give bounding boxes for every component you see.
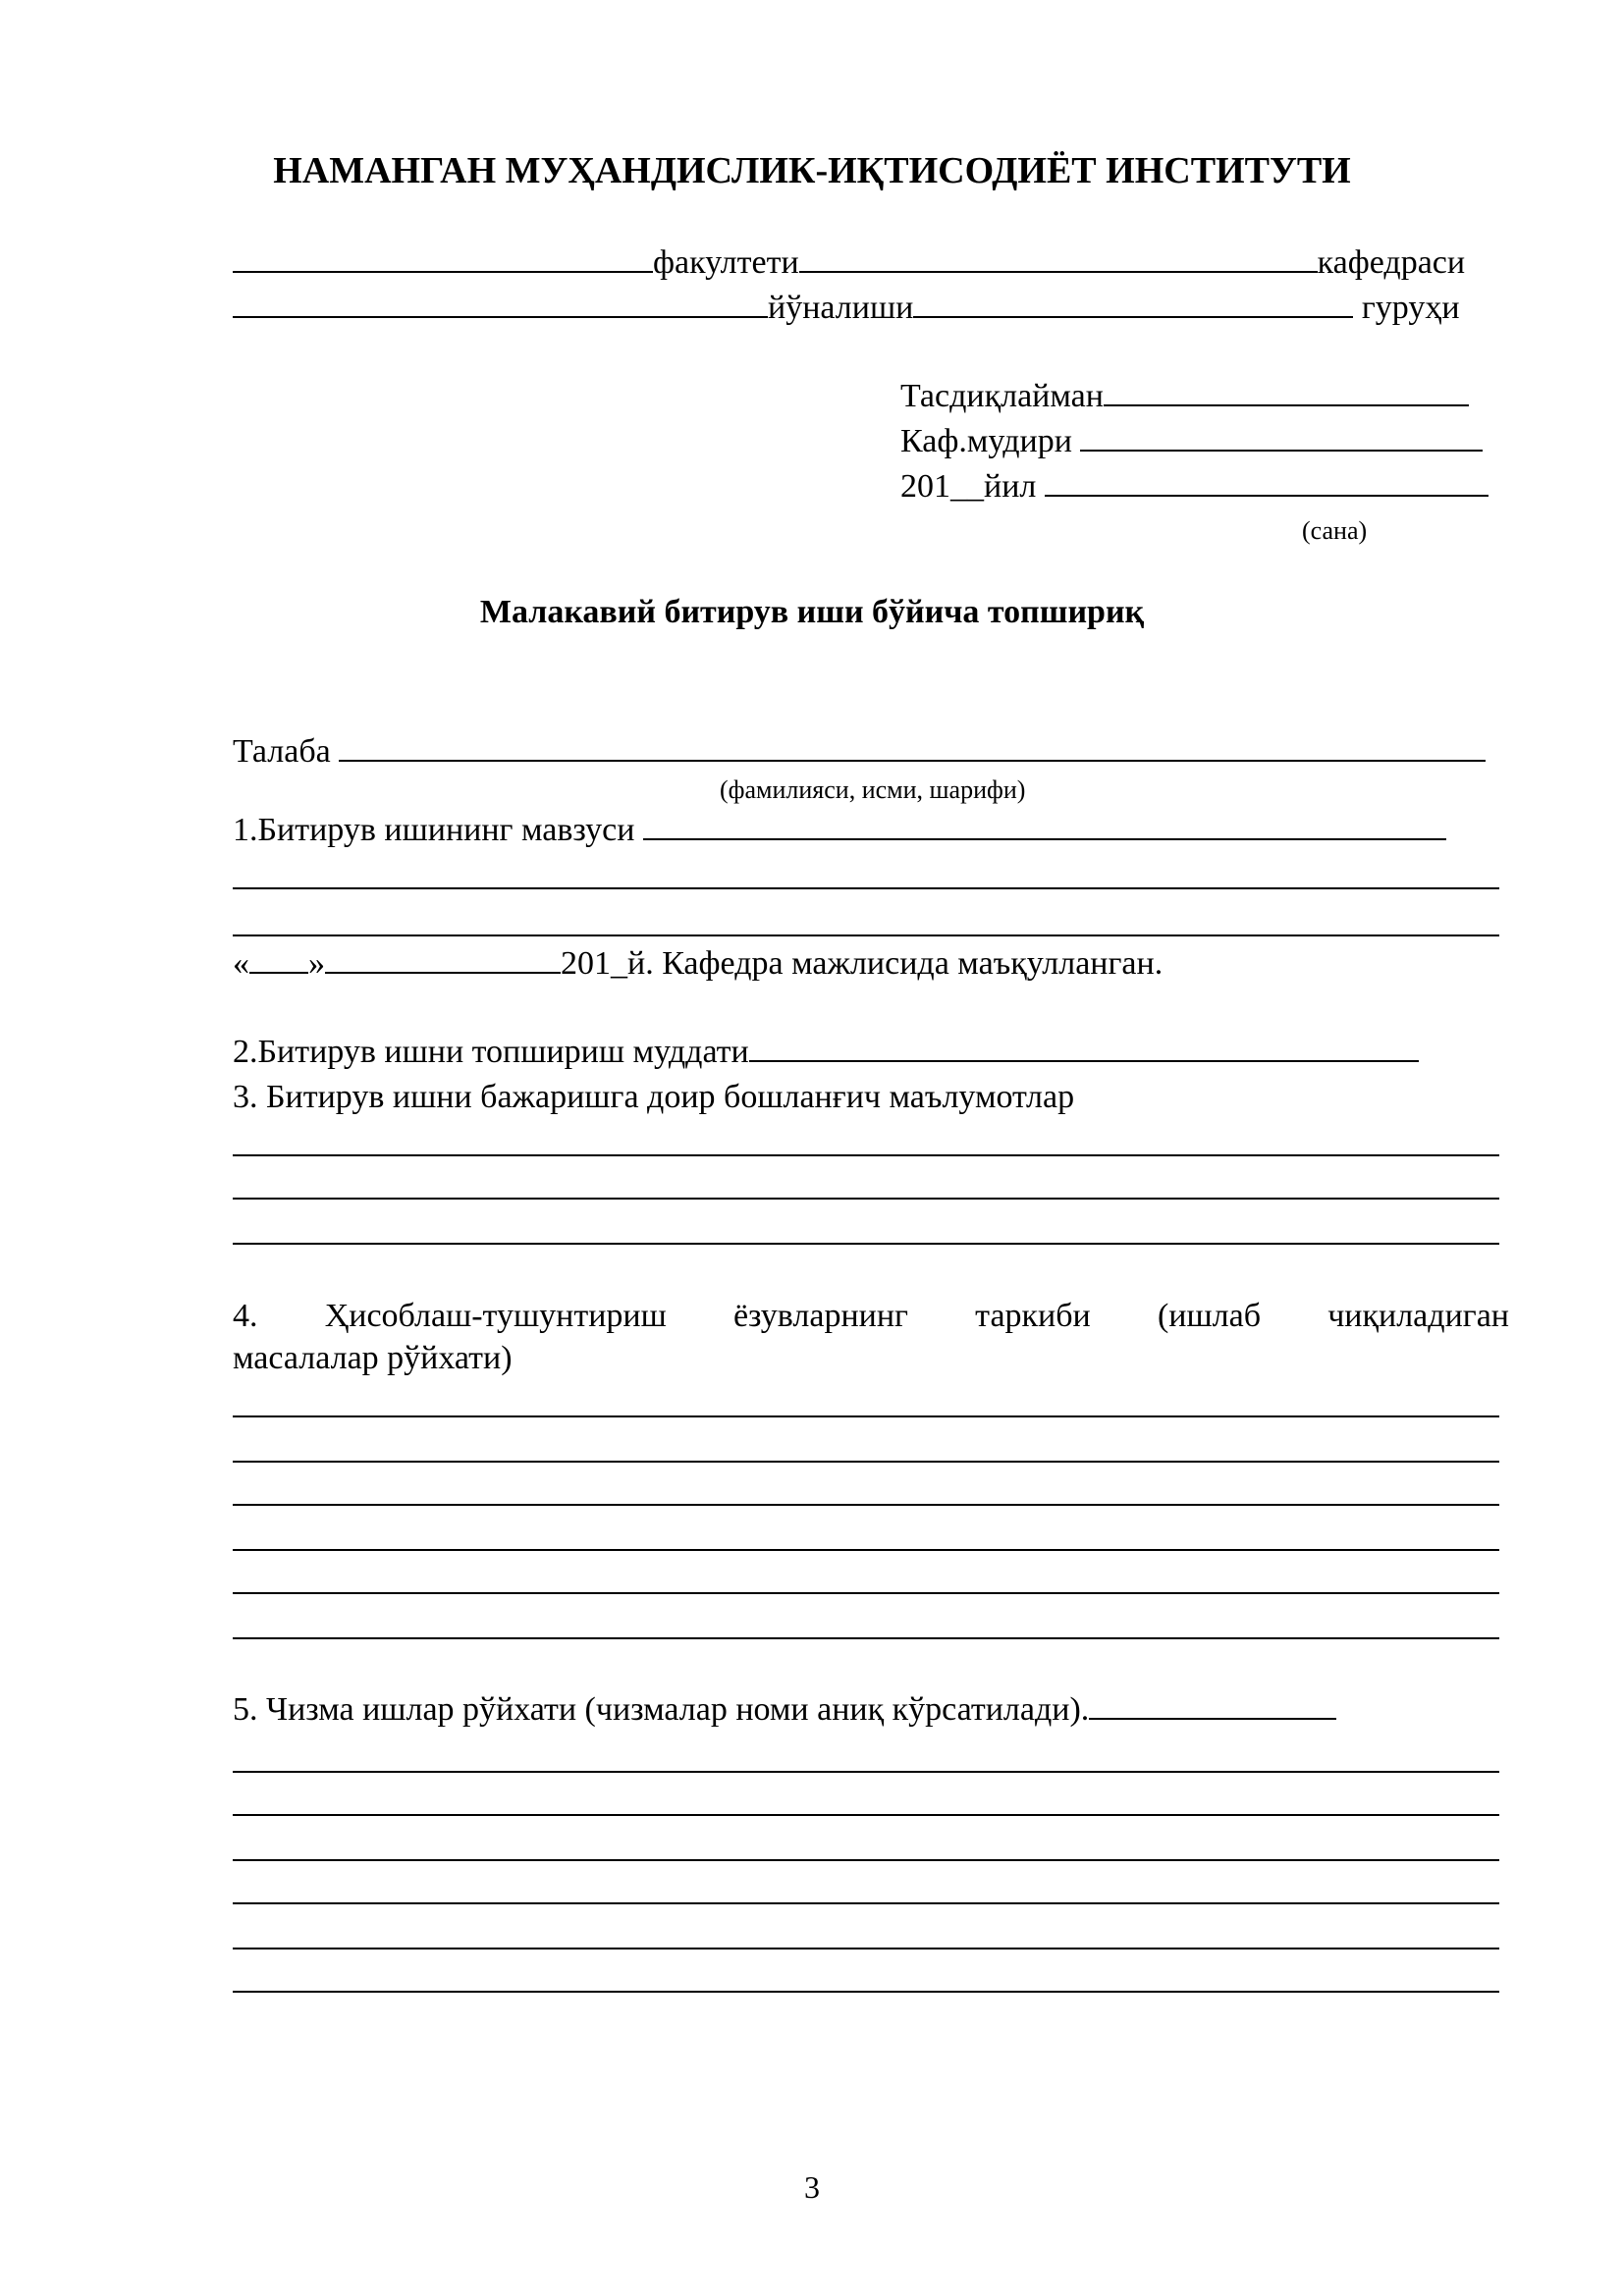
student-note: (фамилияси, исми, шарифи) [720, 775, 1026, 804]
month-blank[interactable] [325, 944, 561, 974]
group-label: гуруҳи [1361, 290, 1460, 326]
contents-rule[interactable] [233, 1415, 1499, 1417]
contents-rule[interactable] [233, 1592, 1499, 1594]
topic-line [233, 811, 1446, 850]
approval-quote-close: » [308, 945, 325, 982]
initial-data-rule[interactable] [233, 1198, 1499, 1200]
contents-rule[interactable] [233, 1637, 1499, 1639]
year-blank[interactable] [1045, 467, 1489, 497]
head-line [900, 422, 1483, 461]
department-approval-text: 201_й. Кафедра мажлисида маъқулланган. [561, 945, 1164, 982]
head-label: Каф.мудири [900, 423, 1072, 459]
approve-blank[interactable] [1104, 377, 1469, 406]
topic-rule[interactable] [233, 887, 1499, 889]
year-label: 201__йил [900, 468, 1037, 505]
deadline-blank[interactable] [749, 1033, 1419, 1062]
document-title: Малакавий битирув иши бўйича топшириқ [479, 594, 1145, 630]
drawings-rule[interactable] [233, 1814, 1499, 1816]
head-blank[interactable] [1080, 422, 1483, 452]
group-blank[interactable] [913, 289, 1353, 318]
day-blank[interactable] [249, 944, 308, 974]
drawings-rule[interactable] [233, 1991, 1499, 1993]
drawings-rule[interactable] [233, 1859, 1499, 1861]
contents-label-line2: масалалар рўйхати) [233, 1340, 513, 1376]
topic-blank[interactable] [643, 811, 1446, 840]
topic-label: 1.Битирув ишининг мавзуси [233, 812, 635, 848]
faculty-label: факултети [653, 244, 799, 281]
department-label: кафедраси [1317, 244, 1466, 281]
page-number: 3 [804, 2169, 820, 2205]
student-line [233, 732, 1486, 772]
initial-data-rule[interactable] [233, 1243, 1499, 1245]
deadline-label: 2.Битирув ишни топшириш муддати [233, 1034, 749, 1070]
student-blank[interactable] [339, 732, 1486, 762]
drawings-rule[interactable] [233, 1902, 1499, 1904]
drawings-blank[interactable] [1089, 1690, 1336, 1720]
deadline-line [233, 1033, 1419, 1072]
initial-data-rule[interactable] [233, 1154, 1499, 1156]
date-note: (сана) [1302, 516, 1368, 545]
initial-data-label: 3. Битирув ишни бажаришга доир бошланғич маълумотлар [233, 1079, 1075, 1115]
contents-rule[interactable] [233, 1504, 1499, 1506]
student-label: Талаба [233, 733, 331, 770]
direction-line [233, 289, 1460, 328]
department-blank[interactable] [799, 243, 1318, 273]
drawings-rule[interactable] [233, 1771, 1499, 1773]
contents-rule[interactable] [233, 1461, 1499, 1463]
institute-title: НАМАНГАН МУҲАНДИСЛИК-ИҚТИСОДИЁТ ИНСТИТУТИ [273, 150, 1351, 191]
approval-quote-open: « [233, 945, 249, 982]
contents-rule[interactable] [233, 1549, 1499, 1551]
drawings-rule[interactable] [233, 1948, 1499, 1949]
year-line [900, 467, 1489, 507]
drawings-line [233, 1690, 1336, 1730]
direction-blank[interactable] [233, 289, 768, 318]
drawings-label: 5. Чизма ишлар рўйхати (чизмалар номи аниқ кўрсатилади). [233, 1691, 1090, 1728]
direction-label: йўналиши [768, 290, 914, 326]
contents-label-line1: 4. Ҳисоблаш-тушунтириш ёзувларнинг таркиби (ишлаб чиқиладиган [233, 1298, 1509, 1334]
topic-rule[interactable] [233, 934, 1499, 936]
approve-line [900, 377, 1469, 416]
faculty-blank[interactable] [233, 243, 653, 273]
approve-label: Тасдиқлайман [900, 378, 1104, 414]
department-approval-line [233, 944, 1163, 984]
faculty-line [233, 243, 1465, 283]
